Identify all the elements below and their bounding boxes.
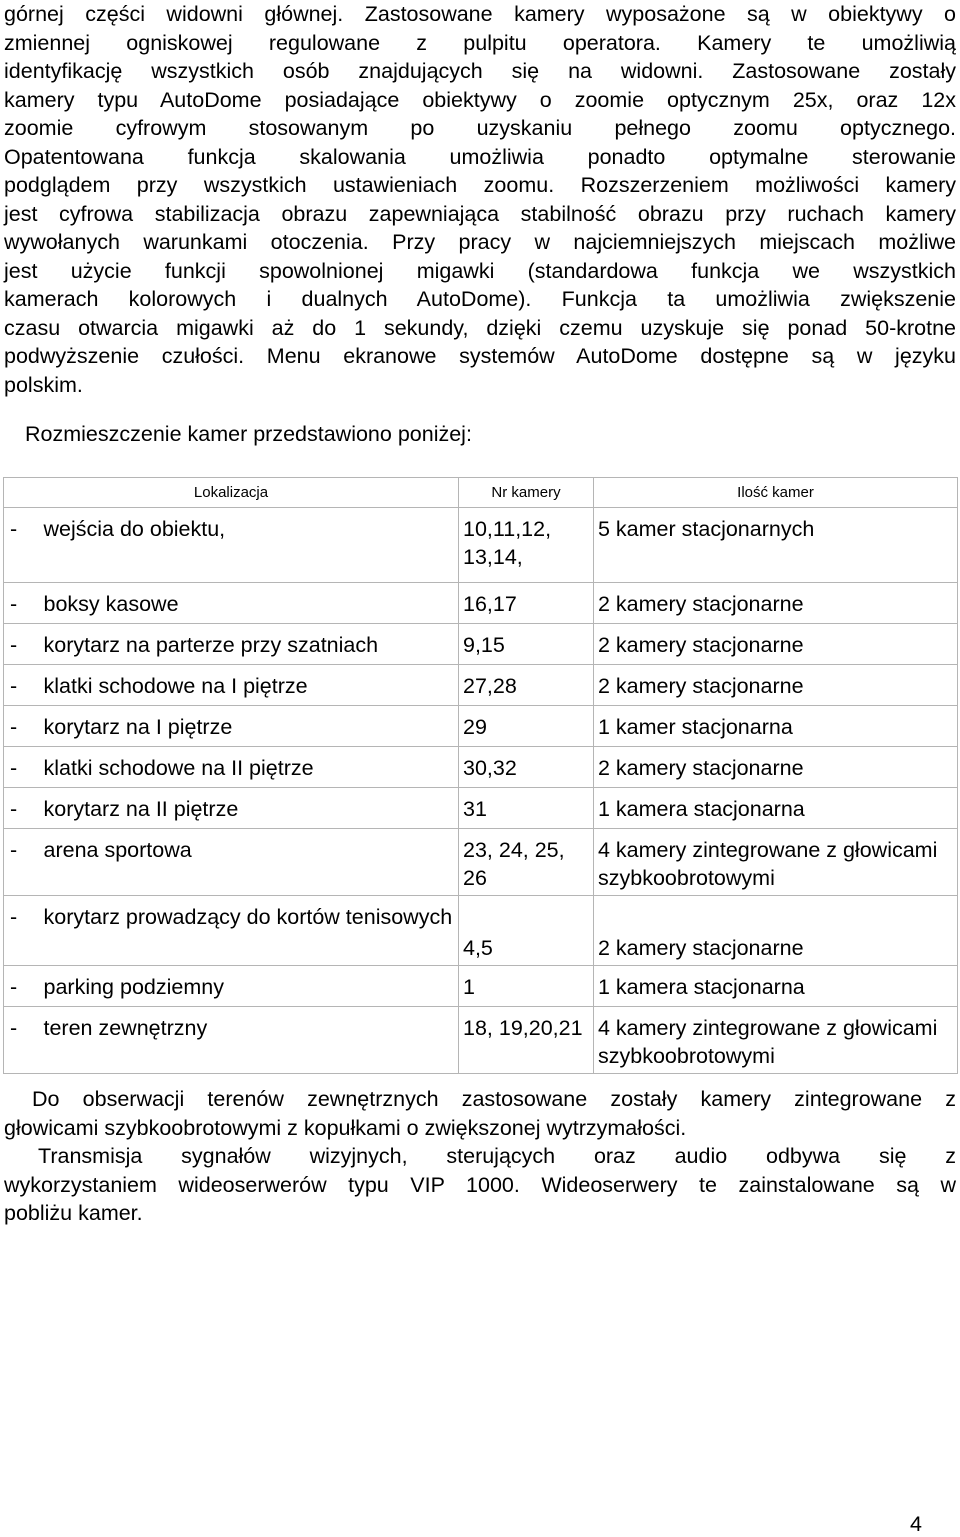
row-dash: - (4, 665, 40, 706)
camera-count-cell: 1 kamera stacjonarna (594, 788, 958, 829)
table-row (4, 508, 958, 583)
camera-count-cell: 4 kamery zintegrowane z głowicami szybkoobrotowymi (594, 829, 958, 896)
row-dash: - (4, 896, 40, 966)
intro-line: kamery typu AutoDome posiadające obiektywy o zoomie optycznym 25x, oraz 12x (4, 87, 956, 112)
location-cell: korytarz prowadzący do kortów tenisowych (40, 896, 459, 966)
intro-line: jest użycie funkcji spowolnionej migawki (standardowa funkcja we wszystkich (4, 258, 956, 283)
page-number: 4 (910, 1512, 922, 1536)
table-row (4, 788, 958, 829)
intro-line: kamerach kolorowych i dualnych AutoDome). Funkcja ta umożliwia zwiększenie (4, 287, 956, 311)
row-dash: - (4, 583, 40, 624)
camera-number-cell: 31 (459, 788, 594, 829)
row-dash: - (4, 966, 40, 1007)
camera-count-cell: 2 kamery stacjonarne (594, 624, 958, 665)
outro-line: wykorzystaniem wideoserwerów typu VIP 1000. Wideoserwery te zainstalowane są w (4, 1172, 956, 1197)
outro-line: Do obserwacji terenów zewnętrznych zastosowane zostały kamery zintegrowane z (32, 1087, 956, 1111)
closing-paragraphs (4, 1085, 956, 1228)
camera-count-cell: 2 kamery stacjonarne (594, 747, 958, 788)
intro-line: Opatentowana funkcja skalowania umożliwia ponadto optymalne sterowanie (4, 144, 956, 169)
row-dash: - (4, 1007, 40, 1074)
camera-count-cell: 2 kamery stacjonarne (594, 583, 958, 624)
location-cell: korytarz na I piętrze (40, 706, 459, 747)
camera-number-cell: 29 (459, 706, 594, 747)
row-dash: - (4, 829, 40, 896)
intro-line: wywołanych warunkami otoczenia. Przy pracy w najciemniejszych miejscach możliwe (4, 230, 956, 254)
camera-number-cell: 18, 19,20,21 (459, 1007, 594, 1074)
row-dash: - (4, 508, 40, 583)
camera-number-cell: 9,15 (459, 624, 594, 665)
camera-number-cell: 23, 24, 25, 26 (459, 829, 594, 896)
camera-count-cell: 1 kamera stacjonarna (594, 966, 958, 1007)
table-row (4, 706, 958, 747)
intro-line: zoomie cyfrowym stosowanym po uzyskaniu pełnego zoomu optycznego. (4, 116, 956, 140)
location-cell: teren zewnętrzny (40, 1007, 459, 1074)
camera-count-cell: 2 kamery stacjonarne (594, 665, 958, 706)
intro-line: jest cyfrowa stabilizacja obrazu zapewniająca stabilność obrazu przy ruchach kamery (4, 201, 956, 226)
row-dash: - (4, 624, 40, 665)
location-cell: korytarz na II piętrze (40, 788, 459, 829)
section-heading: Rozmieszczenie kamer przedstawiono poniżej: (25, 422, 472, 446)
table-row (4, 1007, 958, 1074)
row-dash: - (4, 788, 40, 829)
intro-line: czasu otwarcia migawki aż do 1 sekundy, dzięki czemu uzyskuje się ponad 50-krotne (4, 315, 956, 340)
table-row (4, 583, 958, 624)
table-row (4, 747, 958, 788)
camera-count-cell: 5 kamer stacjonarnych (594, 508, 958, 583)
location-cell: klatki schodowe na II piętrze (40, 747, 459, 788)
location-cell: wejścia do obiektu, (40, 508, 459, 583)
camera-number-cell: 27,28 (459, 665, 594, 706)
outro-line: Transmisja sygnałów wizyjnych, sterujących oraz audio odbywa się z (38, 1144, 956, 1168)
table-header-row (4, 478, 958, 508)
camera-count-cell: 4 kamery zintegrowane z głowicami szybkoobrotowymi (594, 1007, 958, 1074)
table-row (4, 966, 958, 1007)
header-camera-count: Ilość kamer (594, 478, 958, 508)
location-cell: korytarz na parterze przy szatniach (40, 624, 459, 665)
intro-line: identyfikację wszystkich osób znajdujących się na widowni. Zastosowane zostały (4, 59, 956, 83)
outro-line: głowicami szybkoobrotowymi z kopułkami o zwiększonej wytrzymałości. (4, 1115, 687, 1140)
location-cell: boksy kasowe (40, 583, 459, 624)
camera-number-cell: 10,11,12, 13,14, (459, 508, 594, 583)
header-location: Lokalizacja (4, 478, 459, 508)
table-row (4, 896, 958, 966)
row-dash: - (4, 747, 40, 788)
row-dash: - (4, 706, 40, 747)
camera-number-cell: 4,5 (459, 896, 594, 966)
camera-number-cell: 30,32 (459, 747, 594, 788)
table-row (4, 829, 958, 896)
camera-count-cell: 2 kamery stacjonarne (594, 896, 958, 966)
table-row (4, 665, 958, 706)
header-camera-number: Nr kamery (459, 478, 594, 508)
intro-line: podglądem przy wszystkich ustawieniach zoomu. Rozszerzeniem możliwości kamery (4, 173, 956, 197)
location-cell: arena sportowa (40, 829, 459, 896)
intro-paragraph (4, 0, 956, 399)
table-row (4, 624, 958, 665)
intro-line: polskim. (4, 372, 83, 397)
intro-line: podwyższenie czułości. Menu ekranowe systemów AutoDome dostępne są w języku (4, 344, 956, 368)
location-cell: parking podziemny (40, 966, 459, 1007)
location-cell: klatki schodowe na I piętrze (40, 665, 459, 706)
camera-number-cell: 16,17 (459, 583, 594, 624)
outro-line: pobliżu kamer. (4, 1201, 143, 1225)
camera-count-cell: 1 kamer stacjonarna (594, 706, 958, 747)
intro-line: górnej części widowni głównej. Zastosowane kamery wyposażone są w obiektywy o (4, 2, 956, 26)
intro-line: zmiennej ogniskowej regulowane z pulpitu operatora. Kamery te umożliwią (4, 30, 956, 55)
camera-number-cell: 1 (459, 966, 594, 1007)
camera-placement-table (3, 477, 958, 1074)
